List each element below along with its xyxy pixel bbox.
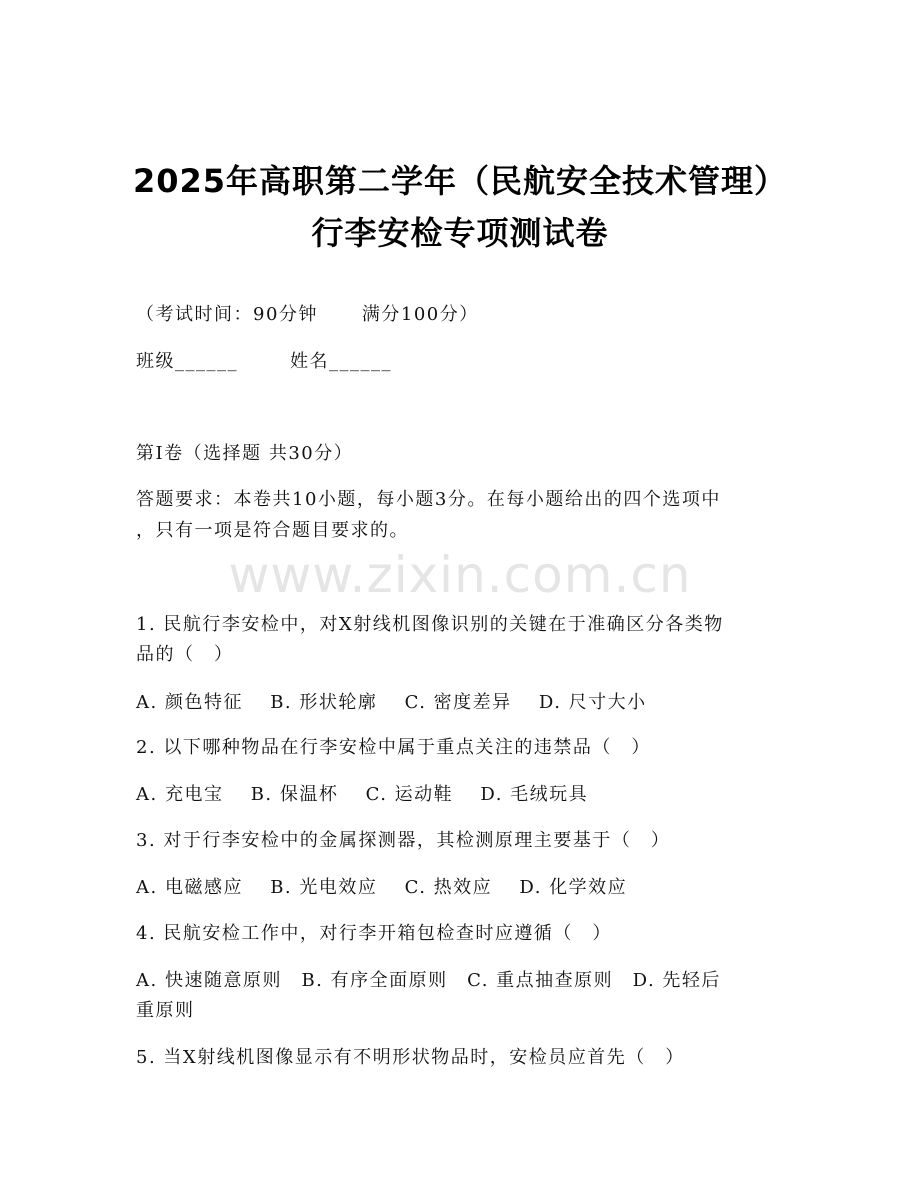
question-3-text: 3. 对于行李安检中的金属探测器，其检测原理主要基于（ ） bbox=[136, 830, 671, 851]
option-a: A. 电磁感应 bbox=[136, 877, 243, 898]
name-field: 姓名______ bbox=[290, 351, 392, 372]
option-d: D. 毛绒玩具 bbox=[480, 784, 589, 805]
question-4-text: 4. 民航安检工作中，对行李开箱包检查时应遵循（ ） bbox=[136, 923, 612, 944]
exam-time: （考试时间：90分钟 bbox=[136, 304, 318, 325]
option-c: C. 热效应 bbox=[404, 877, 493, 898]
exam-score: 满分100分） bbox=[361, 304, 479, 325]
option-c: C. 运动鞋 bbox=[365, 784, 454, 805]
option-d: D. 化学效应 bbox=[519, 877, 628, 898]
question-4-options-cont: 重原则 bbox=[136, 1000, 195, 1021]
option-b: B. 形状轮廓 bbox=[270, 692, 378, 713]
exam-meta bbox=[136, 300, 479, 330]
section-requirement-line-1: 答题要求：本卷共10小题，每小题3分。在每小题给出的四个选项中 bbox=[136, 489, 721, 510]
title-line-2: 行李安检专项测试卷 bbox=[311, 214, 609, 252]
question-5-text: 5. 当X射线机图像显示有不明形状物品时，安检员应首先（ ） bbox=[136, 1047, 685, 1068]
question-1-text-cont: 品的（ ） bbox=[136, 644, 234, 665]
option-c: C. 密度差异 bbox=[404, 692, 512, 713]
question-1-text: 1. 民航行李安检中，对X射线机图像识别的关键在于准确区分各类物 bbox=[136, 614, 724, 635]
option-b: B. 保温杯 bbox=[250, 784, 339, 805]
question-4-options: A. 快速随意原则 B. 有序全面原则 C. 重点抽查原则 D. 先轻后 bbox=[136, 970, 721, 991]
option-d: D. 尺寸大小 bbox=[538, 692, 647, 713]
question-2-options bbox=[136, 780, 588, 810]
watermark: www.zixin.com.cn bbox=[228, 546, 692, 604]
section-requirement-line-2: ，只有一项是符合题目要求的。 bbox=[136, 520, 409, 541]
question-3-options bbox=[136, 873, 627, 903]
class-field: 班级______ bbox=[136, 351, 238, 372]
question-2-text: 2. 以下哪种物品在行李安检中属于重点关注的违禁品（ ） bbox=[136, 737, 651, 758]
section-heading: 第I卷（选择题 共30分） bbox=[136, 443, 354, 464]
option-b: B. 光电效应 bbox=[270, 877, 378, 898]
title-line-1: 2025年高职第二学年（民航安全技术管理） bbox=[132, 162, 788, 200]
question-1-options bbox=[136, 688, 647, 718]
student-info bbox=[136, 347, 392, 377]
option-a: A. 颜色特征 bbox=[136, 692, 243, 713]
option-a: A. 充电宝 bbox=[136, 784, 224, 805]
